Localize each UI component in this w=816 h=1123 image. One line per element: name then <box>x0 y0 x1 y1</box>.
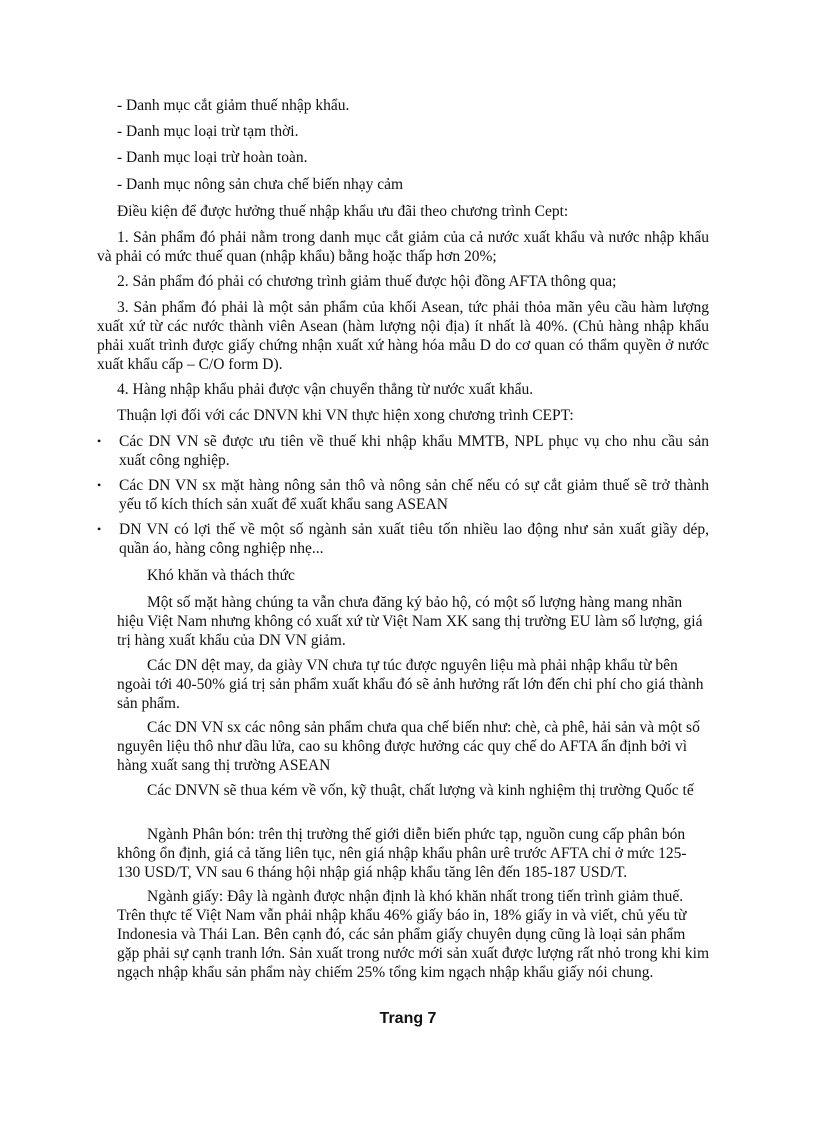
challenges-heading: Khó khăn và thách thức <box>147 567 295 584</box>
condition-item: 2. Sản phẩm đó phải có chương trình giảm thuế được hội đồng AFTA thông qua; <box>117 273 617 290</box>
challenge-paragraph: Một số mặt hàng chúng ta vẫn chưa đăng ký bảo hộ, có một số lượng hàng mang nhãn hiệu Việt Nam nhưng không có xuất xứ từ Việt Nam XK sang thị trường EU làm số lượng, giá trị hàng xuất khẩu của DN VN giảm. <box>117 594 703 649</box>
page-number: Trang 7 <box>379 1010 437 1027</box>
challenge-paragraph: Các DN dệt may, da giày VN chưa tự túc được nguyên liệu mà phải nhập khẩu từ bên ngoài tới 40-50% giá trị sản phẩm xuất khẩu đó sẽ ảnh hưởng rất lớn đến chi phí cho giá thành sản phẩm. <box>117 657 704 712</box>
category-item: - Danh mục loại trừ hoàn toàn. <box>117 149 308 166</box>
condition-item: 1. Sản phẩm đó phải nằm trong danh mục cắt giảm của cả nước xuất khẩu và nước nhập khẩu và phải có mức thuế quan (nhập khẩu) bằng hoặc thấp hơn 20%; <box>97 229 709 265</box>
condition-item: 4. Hàng nhập khẩu phải được vận chuyển thẳng từ nước xuất khẩu. <box>117 381 534 398</box>
challenge-paragraph: Ngành Phân bón: trên thị trường thế giới diễn biến phức tạp, nguồn cung cấp phân bón không ổn định, giá cả tăng liên tục, nên giá nhập khẩu phân urê trước AFTA chỉ ở mức 125-130 USD/T, VN sau 6 tháng hội nhập giá nhập khẩu tăng lên đến 185-187 USD/T. <box>117 826 687 881</box>
advantage-item <box>97 432 709 470</box>
advantages-heading: Thuận lợi đối với các DNVN khi VN thực hiện xong chương trình CEPT: <box>117 407 574 424</box>
bullet-icon: • <box>97 434 102 448</box>
advantage-text: Các DN VN sẽ được ưu tiên về thuế khi nhập khẩu MMTB, NPL phục vụ cho nhu cầu sản xuất công nghiệp. <box>119 433 709 469</box>
category-item: - Danh mục cắt giảm thuế nhập khẩu. <box>117 97 350 114</box>
category-item: - Danh mục loại trừ tạm thời. <box>117 123 299 140</box>
conditions-heading: Điều kiện để được hưởng thuế nhập khẩu ưu đãi theo chương trình Cept: <box>117 203 569 220</box>
advantage-text: DN VN có lợi thế về một số ngành sản xuất tiêu tốn nhiều lao động như sản xuất giầy dép, quần áo, hàng công nghiệp nhẹ... <box>119 521 709 557</box>
challenge-paragraph: Các DN VN sx các nông sản phẩm chưa qua chế biến như: chè, cà phê, hải sản và một số nguyên liệu thô như dầu lửa, cao su không được hưởng các quy chế do AFTA ấn định bởi vì hàng xuất sang thị trường ASEAN <box>117 719 700 774</box>
condition-item: 3. Sản phẩm đó phải là một sản phẩm của khối Asean, tức phải thỏa mãn yêu cầu hàm lượng xuất xứ từ các nước thành viên Asean (hàm lượng nội địa) ít nhất là 40%. (Chủ hàng nhập khẩu phải xuất trình được giấy chứng nhận xuất xứ hàng hóa mẫu D do cơ quan có thẩm quyền ở nước xuất khẩu cấp – C/O form D). <box>97 299 709 373</box>
advantage-text: Các DN VN sx mặt hàng nông sản thô và nông sản chế nếu có sự cắt giảm thuế sẽ trở thành yếu tố kích thích sản xuất để xuất khẩu sang ASEAN <box>119 477 709 513</box>
bullet-icon: • <box>97 478 102 492</box>
challenge-paragraph: Các DNVN sẽ thua kém về vốn, kỹ thuật, chất lượng và kinh nghiệm thị trường Quốc tế <box>147 782 694 799</box>
challenge-paragraph: Ngành giấy: Đây là ngành được nhận định là khó khăn nhất trong tiến trình giảm thuế. Trên thực tế Việt Nam vẫn phải nhập khẩu 46% giấy báo in, 18% giấy in và viết, chủ yếu từ Indonesia và Thái Lan. Bên cạnh đó, các sản phẩm giấy chuyên dụng cũng là loại sản phẩm gặp phải sự cạnh tranh lớn. Sản xuất trong nước mới sản xuất được lượng rất nhỏ trong khi kim ngạch nhập khẩu sản phẩm này chiếm 25% tổng kim ngạch nhập khẩu giấy nói chung. <box>117 888 710 981</box>
bullet-icon: • <box>97 522 102 536</box>
advantage-item <box>97 476 709 514</box>
category-item: - Danh mục nông sản chưa chế biến nhạy cảm <box>117 176 404 193</box>
advantage-item <box>97 520 709 558</box>
